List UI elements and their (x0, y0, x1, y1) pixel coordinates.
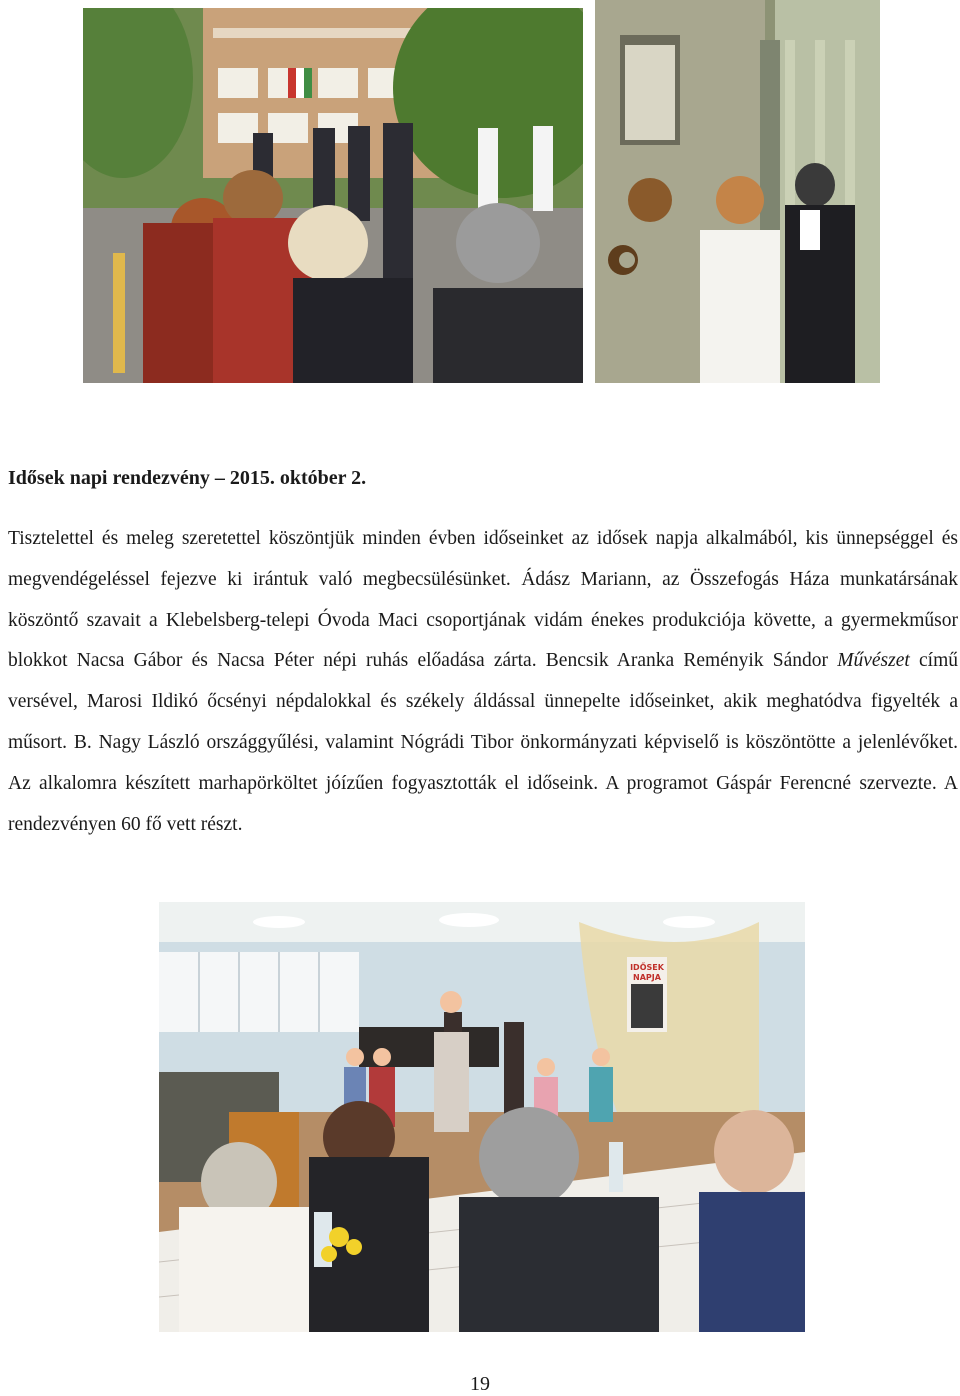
event-description (8, 519, 958, 845)
banner-line2: NAPJA (633, 973, 661, 982)
ceremony-photo (83, 8, 583, 383)
banner-line1: IDŐSEK (630, 963, 664, 972)
event-heading: Idősek napi rendezvény – 2015. október 2. (8, 467, 367, 489)
page-number: 19 (470, 1373, 490, 1395)
poem-title: Művészet (837, 650, 910, 672)
ceremony-photo-illustration (83, 8, 583, 383)
description-after-title: című versével, Marosi Ildikó őcsényi népdalokkal és székely áldással ünnepelte időseinket, akik meghatódva figyelték a műsort. B. Nagy László országgyűlési, valamint Nógrádi Tibor önkormányzati képviselő is köszöntötte a jelenlévőket. Az alkalomra készített marhapörköltet jóízűen fogyasztották el időseink. A programot Gáspár Ferencné szervezte. A rendezvényen 60 fő vett részt. (8, 650, 958, 835)
wreath-laying-photo-illustration (595, 0, 880, 383)
description-before-title: Tisztelettel és meleg szeretettel köszöntjük minden évben időseinket az idősek napja alkalmából, kis ünnepséggel és megvendégeléssel fejezve ki irántuk való megbecsülésünket. Ádász Mariann, az Összefogás Háza munkatársának köszöntő szavait a Klebelsberg-telepi Óvoda Maci csoportjának vidám énekes produkciója követte, a gyermekműsor blokkot Nacsa Gábor és Nacsa Péter népi ruhás előadása zárta. Bencsik Aranka Reményik Sándor (8, 528, 958, 672)
seniors-party-photo (159, 902, 805, 1332)
seniors-party-photo-illustration (159, 902, 805, 1332)
wreath-laying-photo (595, 0, 880, 383)
